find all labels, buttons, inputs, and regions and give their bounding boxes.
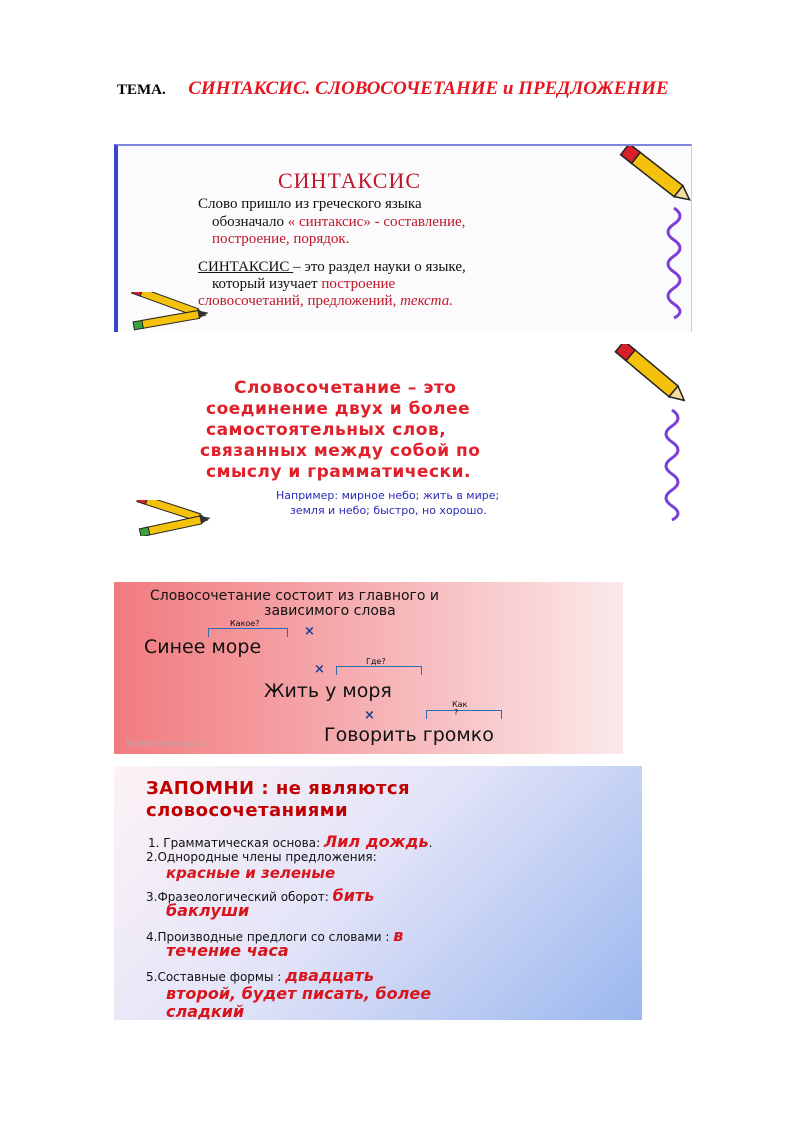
rule-num: 3. [146,890,158,904]
slide-remember [114,766,642,1020]
structure-heading-1: Словосочетание состоит из главного и [150,588,440,604]
question-bracket [426,710,502,719]
syntax-line-5-red: построение [321,276,396,292]
theme-label: ТЕМА. [117,82,166,98]
syntax-line-5-pre: который изучает [212,276,322,292]
rule-example: красные и зеленые [166,864,336,882]
question-label-1: Какое? [230,619,260,628]
syntax-line-3: построение, порядок. [212,231,350,247]
rule-text: Однородные члены предложения: [157,850,377,864]
syntax-line-6-red: словосочетаний, предложений, [198,293,401,309]
definition-line-5: смыслу и грамматически. [206,462,471,482]
example-line-2: земля и небо; быстро, но хорошо. [290,504,487,517]
rule-example: Лил дождь [323,832,429,851]
definition-line-3: самостоятельных слов, [206,420,447,440]
rule-text: Грамматическая основа: [159,836,324,850]
syntax-line-6-italic: текста. [400,293,453,309]
definition-line-2: соединение двух и более [206,399,471,419]
rule-example-cont: баклуши [166,901,250,920]
definition-term: Словосочетание [234,378,402,398]
theme-title: СИНТАКСИС. СЛОВОСОЧЕТАНИЕ и ПРЕДЛОЖЕНИЕ [188,78,669,99]
slide-syntax-title: СИНТАКСИС [278,168,422,193]
phrase-3: Говорить громко [324,724,494,746]
remember-heading-2: словосочетаниями [146,800,349,821]
rule-text: Производные предлоги со словами : [157,930,394,944]
rule-example-cont: течение часа [166,941,289,960]
question-label-3: Как [452,700,468,709]
rule-num: 4. [146,930,158,944]
question-bracket [336,666,422,675]
definition-line-1-rest: – это [401,378,457,398]
rule-tail: . [428,836,433,850]
rule-example: двадцать [285,966,374,985]
rule-num: 5. [146,970,158,984]
rule-item-1 [148,832,432,851]
syntax-line-1: Слово пришло из греческого языка [198,196,422,212]
definition-line-4: связанных между собой по [200,441,481,461]
rule-example-cont: сладкий [166,1002,245,1020]
question-mark: ? [454,708,459,717]
slide-syntax [114,144,692,332]
slide-word-combination [114,344,692,534]
rule-num: 1. [148,836,160,850]
syntax-line-5 [212,276,395,293]
page-header [117,78,757,102]
cross-marker: × [304,624,315,639]
question-label-2: Где? [366,657,386,666]
definition-line-1 [234,378,456,398]
rule-text: Составные формы : [157,970,286,984]
rule-example: бить [332,886,375,905]
pencil-icon [600,344,692,532]
syntax-line-2 [212,214,465,231]
syntax-line-2-red: « синтаксис» - составление, [287,214,466,230]
pencils-icon [126,500,236,536]
rule-example-cont: второй, будет писать, более [166,984,432,1003]
syntax-line-2-pre: обозначало [212,214,288,230]
rule-example: в [393,926,404,945]
rule-item-5 [146,966,374,985]
phrase-2: Жить у моря [264,680,392,702]
pencils-icon [118,292,238,332]
watermark: KtoNaNovenkogo.ru [126,739,206,748]
rule-num: 2. [146,850,158,864]
syntax-term: СИНТАКСИС [198,259,294,275]
slide-main-dependent [114,582,623,754]
cross-marker: × [364,708,375,723]
example-line-1: Например: мирное небо; жить в мире; [276,489,500,502]
structure-heading-2: зависимого слова [264,603,396,619]
syntax-line-4-rest: – это раздел науки о языке, [293,259,466,275]
syntax-line-4 [198,259,466,276]
cross-marker: × [314,662,325,677]
rule-item-2 [146,850,377,864]
pencil-icon [606,146,696,332]
phrase-1: Синее море [144,636,262,658]
remember-heading-1: ЗАПОМНИ : не являются [146,778,411,799]
rule-text: Фразеологический оборот: [157,890,333,904]
